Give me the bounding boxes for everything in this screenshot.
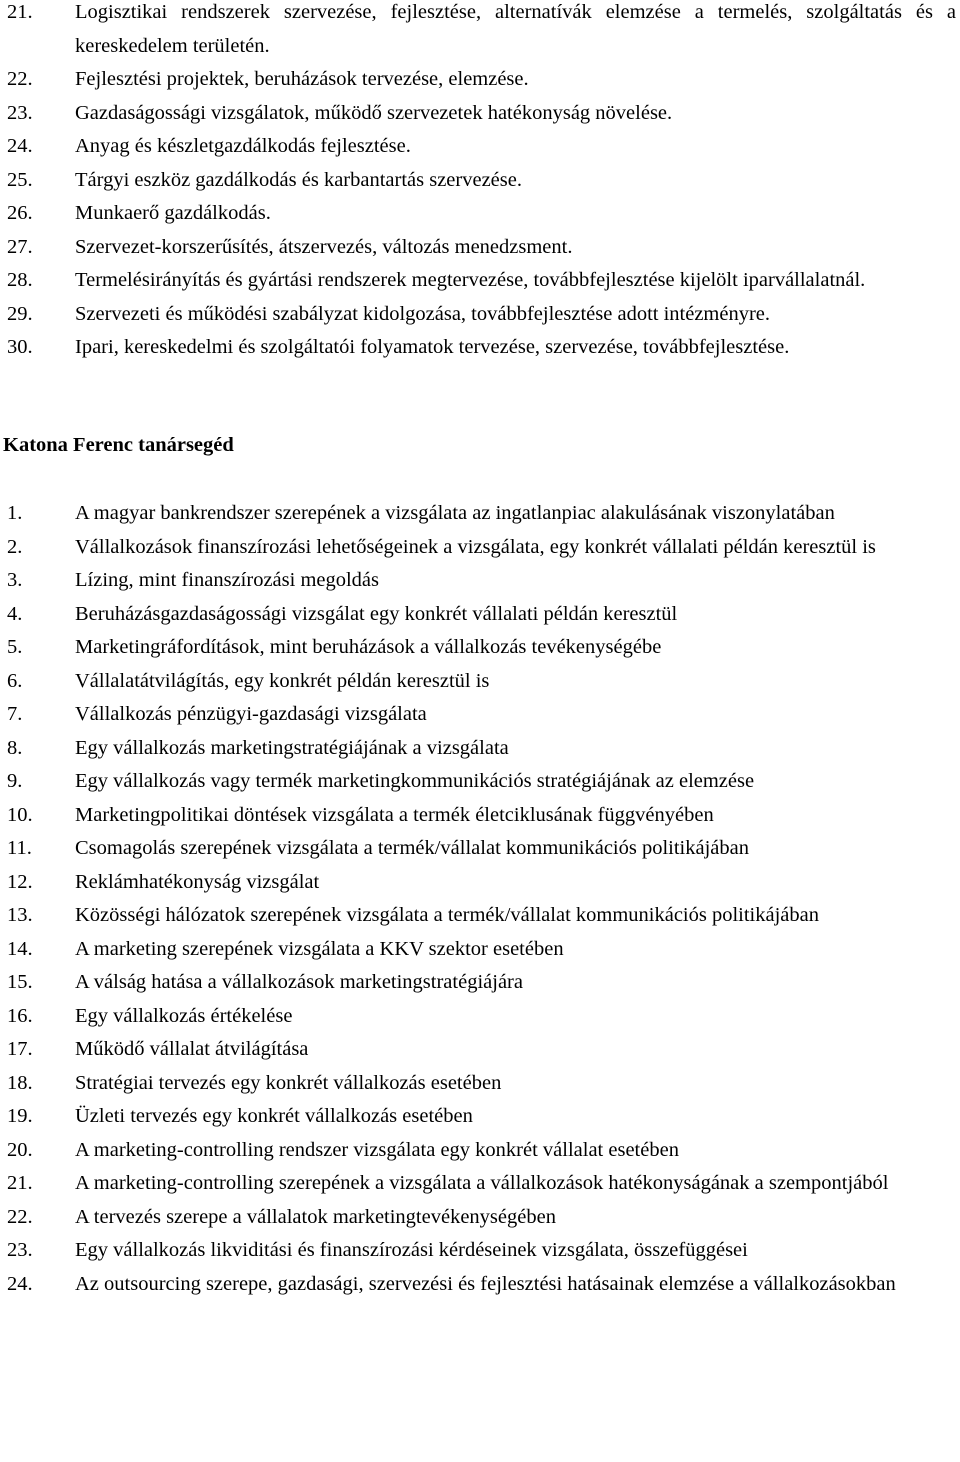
list-item-number: 17.	[7, 1038, 33, 1060]
list-item	[0, 966, 960, 1000]
list-item-number: 21.	[7, 1172, 33, 1194]
list-item-text: Vállalatátvilágítás, egy konkrét példán keresztül is	[75, 669, 490, 692]
list-item-number: 9.	[7, 770, 23, 792]
list-item	[0, 331, 960, 365]
list-item-text: Munkaerő gazdálkodás.	[75, 202, 271, 224]
list-item	[0, 231, 960, 265]
list-item-number: 19.	[7, 1105, 33, 1127]
list-item-number: 2.	[7, 535, 23, 558]
list-item	[0, 1000, 960, 1034]
list-item-text: Marketingráfordítások, mint beruházások a vállalkozás tevékenységébe	[75, 636, 662, 658]
list-item-number: 23.	[7, 101, 33, 124]
list-item-text: Vállalkozások finanszírozási lehetőségeinek a vizsgálata, egy konkrét vállalati példán keresztül is	[75, 535, 876, 558]
list-item-number: 22.	[7, 1205, 33, 1228]
list-item	[0, 1067, 960, 1101]
list-item-text: Termelésirányítás és gyártási rendszerek megtervezése, továbbfejlesztése kijelölt iparvállalatnál.	[75, 269, 866, 291]
list-item-number: 20.	[7, 1138, 33, 1161]
list-item	[0, 1201, 960, 1235]
list-item-number: 4.	[7, 602, 23, 625]
list-item	[0, 1100, 960, 1134]
list-item-number: 30.	[7, 336, 33, 358]
list-item	[0, 97, 960, 131]
list-item-text: A marketing-controlling rendszer vizsgálata egy konkrét vállalat esetében	[75, 1138, 679, 1161]
list-item-number: 28.	[7, 269, 33, 291]
list-item	[0, 933, 960, 967]
list-item-text: Lízing, mint finanszírozási megoldás	[75, 569, 380, 591]
list-item-text: Tárgyi eszköz gazdálkodás és karbantartás szervezése.	[75, 168, 522, 191]
list-item	[0, 564, 960, 598]
list-item-number: 3.	[7, 569, 23, 591]
list-item-number: 29.	[7, 302, 33, 325]
list-item	[0, 130, 960, 164]
list-item-number: 14.	[7, 937, 33, 960]
list-item	[0, 264, 960, 298]
list-item-text: Szervezet-korszerűsítés, átszervezés, változás menedzsment.	[75, 235, 573, 258]
list-item-text: A marketing-controlling szerepének a vizsgálata a vállalkozások hatékonyságának a szempontjából	[75, 1172, 889, 1194]
list-item	[0, 832, 960, 866]
list-item	[0, 298, 960, 332]
list-item-text: Reklámhatékonyság vizsgálat	[75, 870, 320, 893]
list-item	[0, 531, 960, 565]
list-item-text: A magyar bankrendszer szerepének a vizsgálata az ingatlanpiac alakulásának viszonylatában	[75, 502, 835, 524]
list-item	[0, 497, 960, 531]
list-item-number: 7.	[7, 703, 23, 725]
list-item	[0, 665, 960, 699]
list-item	[0, 1167, 960, 1201]
list-item	[0, 0, 960, 63]
list-item	[0, 899, 960, 933]
list-item-number: 5.	[7, 636, 23, 658]
list-item-text: Egy vállalkozás marketingstratégiájának a vizsgálata	[75, 736, 509, 759]
list-item-text: A tervezés szerepe a vállalatok marketingtevékenységében	[75, 1205, 556, 1228]
list-item-text: Közösségi hálózatok szerepének vizsgálata a termék/vállalat kommunikációs politikájában	[75, 904, 819, 926]
list-item-number: 27.	[7, 235, 33, 258]
list-item-number: 13.	[7, 904, 33, 926]
list-item	[0, 1033, 960, 1067]
list-item-number: 23.	[7, 1239, 33, 1261]
list-item	[0, 1134, 960, 1168]
list-item-text: Működő vállalat átvilágítása	[75, 1038, 309, 1060]
list-item-number: 24.	[7, 135, 33, 157]
topic-list-upper	[0, 0, 960, 365]
list-item-text: Egy vállalkozás likviditási és finanszírozási kérdéseinek vizsgálata, összefüggései	[75, 1239, 748, 1261]
list-item	[0, 1234, 960, 1268]
list-item-text: Stratégiai tervezés egy konkrét vállalkozás esetében	[75, 1071, 502, 1094]
list-item	[0, 164, 960, 198]
list-item-text: A marketing szerepének vizsgálata a KKV szektor esetében	[75, 937, 564, 960]
list-item-number: 22.	[7, 68, 33, 90]
list-item-number: 24.	[7, 1272, 33, 1295]
list-item	[0, 866, 960, 900]
list-item-number: 1.	[7, 502, 23, 524]
list-item	[0, 732, 960, 766]
list-item-text: A válság hatása a vállalkozások marketingstratégiájára	[75, 971, 523, 993]
list-item	[0, 1268, 960, 1302]
list-item-number: 21.	[7, 1, 33, 23]
list-item-number: 25.	[7, 168, 33, 191]
list-item-number: 16.	[7, 1004, 33, 1027]
list-item-number: 6.	[7, 669, 23, 692]
list-item-text: Az outsourcing szerepe, gazdasági, szervezési és fejlesztési hatásainak elemzése a vállalkozásokban	[75, 1272, 896, 1295]
list-item-number: 8.	[7, 736, 23, 759]
list-item-number: 18.	[7, 1071, 33, 1094]
list-item-number: 12.	[7, 870, 33, 893]
list-item-text: Logisztikai rendszerek szervezése, fejlesztése, alternatívák elemzése a termelés, szolgáltatás és a kereskedelem területén.	[75, 1, 956, 57]
list-item	[0, 631, 960, 665]
topic-list-lower	[0, 497, 960, 1301]
list-item-text: Gazdaságossági vizsgálatok, működő szervezetek hatékonyság növelése.	[75, 101, 673, 124]
list-item-text: Csomagolás szerepének vizsgálata a termék/vállalat kommunikációs politikájában	[75, 837, 749, 859]
list-item-text: Fejlesztési projektek, beruházások tervezése, elemzése.	[75, 68, 529, 90]
list-item-text: Beruházásgazdaságossági vizsgálat egy konkrét vállalati példán keresztül	[75, 602, 678, 625]
list-item	[0, 799, 960, 833]
list-item-text: Marketingpolitikai döntések vizsgálata a termék életciklusának függvényében	[75, 803, 714, 826]
list-item	[0, 598, 960, 632]
list-item	[0, 765, 960, 799]
list-item	[0, 63, 960, 97]
list-item	[0, 197, 960, 231]
list-item-text: Anyag és készletgazdálkodás fejlesztése.	[75, 135, 411, 157]
list-item-text: Ipari, kereskedelmi és szolgáltatói folyamatok tervezése, szervezése, továbbfejlesztése.	[75, 336, 790, 358]
list-item-number: 15.	[7, 971, 33, 993]
list-item-text: Vállalkozás pénzügyi-gazdasági vizsgálata	[75, 703, 427, 725]
list-item-text: Szervezeti és működési szabályzat kidolgozása, továbbfejlesztése adott intézményre.	[75, 302, 771, 325]
list-item	[0, 698, 960, 732]
list-item-number: 10.	[7, 803, 33, 826]
list-item-text: Egy vállalkozás értékelése	[75, 1004, 293, 1027]
section-heading: Katona Ferenc tanársegéd	[3, 434, 234, 456]
list-item-number: 11.	[7, 837, 32, 859]
list-item-text: Üzleti tervezés egy konkrét vállalkozás esetében	[75, 1105, 473, 1127]
list-item-text: Egy vállalkozás vagy termék marketingkommunikációs stratégiájának az elemzése	[75, 770, 755, 792]
list-item-number: 26.	[7, 202, 33, 224]
